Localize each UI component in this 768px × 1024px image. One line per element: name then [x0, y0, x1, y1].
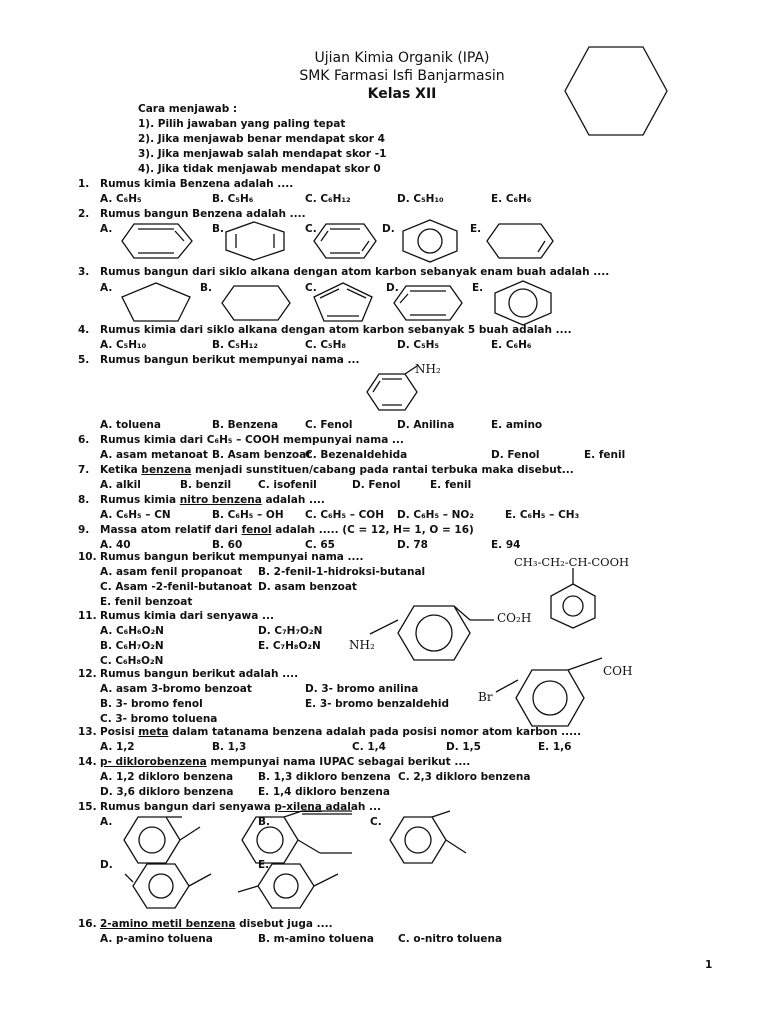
option-c: C. o-nitro toluena — [398, 933, 503, 945]
option-a: A. C₆H₅ — [100, 193, 142, 205]
xylene-structure-d-icon — [125, 862, 215, 910]
option-d: D. Fenol — [491, 449, 540, 461]
question-number: 9. — [78, 524, 90, 536]
xylene-structure-c-icon — [386, 815, 470, 865]
option-b: B. benzil — [180, 479, 232, 491]
option-c: C. 1,4 — [352, 741, 386, 753]
benzene-structure-e-icon — [485, 222, 555, 260]
question-text: Rumus kimia dari C₆H₅ – COOH mempunyai nama ... — [100, 434, 404, 446]
question-text: Rumus kimia nitro benzena adalah .... — [100, 494, 325, 506]
question-number: 11. — [78, 610, 97, 622]
option-c: C. C₅H₈ — [305, 339, 347, 351]
question-number: 5. — [78, 354, 90, 366]
option-b: B. 1,3 — [212, 741, 247, 753]
option-b: B. 1,3 dikloro benzena — [258, 771, 391, 783]
title-line-3: Kelas XII — [367, 86, 437, 102]
option-d: D. 78 — [397, 539, 428, 551]
option-a: A. asam metanoat — [100, 449, 208, 461]
option-a: A. asam 3-bromo benzoat — [100, 683, 252, 695]
option-c: C. — [305, 282, 317, 294]
question-text: Rumus bangun dari senyawa p-xilena adalah ... — [100, 801, 381, 813]
xylene-structure-a-icon — [120, 815, 204, 865]
question-text: Rumus bangun Benzena adalah .... — [100, 208, 306, 220]
aniline-label: NH₂ — [415, 362, 441, 376]
option-c: C. — [305, 223, 317, 235]
option-b: B. 2-fenil-1-hidroksi-butanal — [258, 566, 426, 578]
aniline-structure-icon — [365, 372, 419, 412]
benzene-structure-a-icon — [120, 222, 194, 260]
question-text: Rumus kimia Benzena adalah .... — [100, 178, 294, 190]
option-c: C. Asam -2-fenil-butanoat — [100, 581, 253, 593]
option-d: D. 3,6 dikloro benzena — [100, 786, 234, 798]
option-a: A. C₅H₁₀ — [100, 339, 147, 351]
option-a: A. — [100, 282, 113, 294]
question-number: 12. — [78, 668, 97, 680]
option-d: D. C₅H₁₀ — [397, 193, 444, 205]
option-a: A. p-amino toluena — [100, 933, 213, 945]
option-c: C. C₆H₅ – COH — [305, 509, 385, 521]
option-b: B. C₆H₅ – OH — [212, 509, 284, 521]
option-d: D. asam benzoat — [258, 581, 357, 593]
question-text: Rumus kimia dari siklo alkana dengan atom karbon sebanyak 5 buah adalah .... — [100, 324, 572, 336]
question-number: 14. — [78, 756, 97, 768]
option-e: E. 94 — [491, 539, 521, 551]
option-a: A. asam fenil propanoat — [100, 566, 243, 578]
instructions-title: Cara menjawab : — [138, 103, 238, 115]
option-c: C. Fenol — [305, 419, 353, 431]
option-e: E. C₆H₅ – CH₃ — [505, 509, 580, 521]
option-c: C. C₆H₁₂ — [305, 193, 351, 205]
xylene-structure-e-icon — [238, 862, 348, 910]
option-b: B. Asam benzoat — [212, 449, 312, 461]
option-d: D. C₇H₇O₂N — [258, 625, 323, 637]
option-e: E. C₆H₆ — [491, 193, 532, 205]
option-c: C. isofenil — [258, 479, 317, 491]
question-number: 8. — [78, 494, 90, 506]
option-d: D. 3- bromo anilina — [305, 683, 419, 695]
option-a: A. 1,2 dikloro benzena — [100, 771, 234, 783]
option-a: A. — [100, 816, 113, 828]
option-b: B. C₆H₇O₂N — [100, 640, 164, 652]
question-text: Rumus bangun dari siklo alkana dengan atom karbon sebanyak enam buah adalah .... — [100, 266, 610, 278]
option-c: C. 2,3 dikloro benzena — [398, 771, 531, 783]
question-number: 1. — [78, 178, 90, 190]
option-d: D. C₆H₅ – NO₂ — [397, 509, 474, 521]
option-b: B. — [200, 282, 212, 294]
option-e: E. 1,4 dikloro benzena — [258, 786, 390, 798]
option-c: C. Bezenaldehida — [305, 449, 408, 461]
question-number: 2. — [78, 208, 90, 220]
option-d: D. Fenol — [352, 479, 401, 491]
header-hexagon-icon — [563, 45, 669, 139]
option-e: E. fenil benzoat — [100, 596, 193, 608]
structure-label: CH₃-CH₂-CH-COOH — [514, 555, 630, 569]
option-e: E. C₇H₈O₂N — [258, 640, 321, 652]
option-a: A. 40 — [100, 539, 131, 551]
xylene-structure-b-icon — [238, 815, 358, 865]
option-e: E. fenil — [584, 449, 626, 461]
cyclopentane-a-icon — [120, 281, 192, 323]
benzene-circle-e-icon — [492, 279, 554, 327]
benzene-structure-d-icon — [400, 218, 460, 264]
option-e: E. — [470, 223, 482, 235]
question-text: Rumus kimia dari senyawa ... — [100, 610, 274, 622]
option-c: C. 65 — [305, 539, 335, 551]
cyclohexane-b-icon — [220, 284, 292, 322]
instruction-item: 1). Pilih jawaban yang paling tepat — [138, 118, 346, 130]
page-number: 1 — [705, 959, 713, 971]
question-number: 15. — [78, 801, 97, 813]
question-text: p- diklorobenzena mempunyai nama IUPAC sebagai berikut .... — [100, 756, 471, 768]
option-c: C. — [370, 816, 382, 828]
question-number: 10. — [78, 551, 97, 563]
option-e: E. C₆H₆ — [491, 339, 532, 351]
option-e: E. 1,6 — [538, 741, 572, 753]
aminobenzoic-structure-icon — [370, 598, 500, 668]
instruction-item: 3). Jika menjawab salah mendapat skor -1 — [138, 148, 387, 160]
option-d: D. — [382, 223, 395, 235]
option-a: A. 1,2 — [100, 741, 135, 753]
benzene-structure-c-icon — [312, 222, 378, 260]
question-text: 2-amino metil benzena disebut juga .... — [100, 918, 333, 930]
option-a: A. — [100, 223, 113, 235]
title-line-2: SMK Farmasi Isfi Banjarmasin — [299, 68, 505, 84]
option-b: B. C₅H₆ — [212, 193, 254, 205]
option-c: C. 3- bromo toluena — [100, 713, 218, 725]
benzene-d-icon — [392, 284, 464, 322]
title-line-1: Ujian Kimia Organik (IPA) — [314, 50, 490, 66]
option-b: B. C₅H₁₂ — [212, 339, 258, 351]
question-text: Ketika benzena menjadi sunstituen/cabang pada rantai terbuka maka disebut... — [100, 464, 574, 476]
question-text: Rumus bangun berikut mempunyai nama .... — [100, 551, 364, 563]
option-b: B. — [212, 223, 224, 235]
bromo-label: Br — [478, 690, 493, 704]
option-b: B. m-amino toluena — [258, 933, 374, 945]
option-d: D. — [386, 282, 399, 294]
question-text: Rumus bangun berikut adalah .... — [100, 668, 299, 680]
question-number: 6. — [78, 434, 90, 446]
option-e: E. — [258, 859, 270, 871]
option-b: B. 60 — [212, 539, 243, 551]
instruction-item: 4). Jika tidak menjawab mendapat skor 0 — [138, 163, 381, 175]
phenyl-butanoic-structure-icon — [548, 568, 598, 630]
option-d: D. — [100, 859, 113, 871]
option-a: A. toluena — [100, 419, 161, 431]
cyclopentadiene-c-icon — [312, 281, 374, 323]
aldehyde-label: COH — [603, 664, 633, 678]
option-e: E. fenil — [430, 479, 472, 491]
option-c: C. C₆H₈O₂N — [100, 655, 164, 667]
option-a: A. alkil — [100, 479, 141, 491]
question-number: 13. — [78, 726, 97, 738]
option-b: B. — [258, 816, 270, 828]
question-number: 7. — [78, 464, 90, 476]
option-b: B. Benzena — [212, 419, 279, 431]
instruction-item: 2). Jika menjawab benar mendapat skor 4 — [138, 133, 385, 145]
question-text: Rumus bangun berikut mempunyai nama ... — [100, 354, 360, 366]
option-d: D. 1,5 — [446, 741, 481, 753]
benzene-structure-b-icon — [222, 220, 288, 262]
carboxyl-label: CO₂H — [497, 611, 532, 625]
question-number: 16. — [78, 918, 97, 930]
option-a: A. C₆H₆O₂N — [100, 625, 164, 637]
question-number: 4. — [78, 324, 90, 336]
option-d: D. Anilina — [397, 419, 455, 431]
option-d: D. C₅H₅ — [397, 339, 440, 351]
question-text: Massa atom relatif dari fenol adalah ..... (C = 12, H= 1, O = 16) — [100, 524, 474, 536]
question-text: Posisi meta dalam tatanama benzena adalah pada posisi nomor atom karbon ..... — [100, 726, 582, 738]
option-e: E. amino — [491, 419, 543, 431]
amino-label: NH₂ — [349, 638, 375, 652]
option-a: A. C₆H₅ – CN — [100, 509, 171, 521]
option-e: E. 3- bromo benzaldehid — [305, 698, 449, 710]
question-number: 3. — [78, 266, 90, 278]
option-e: E. — [472, 282, 484, 294]
option-b: B. 3- bromo fenol — [100, 698, 203, 710]
